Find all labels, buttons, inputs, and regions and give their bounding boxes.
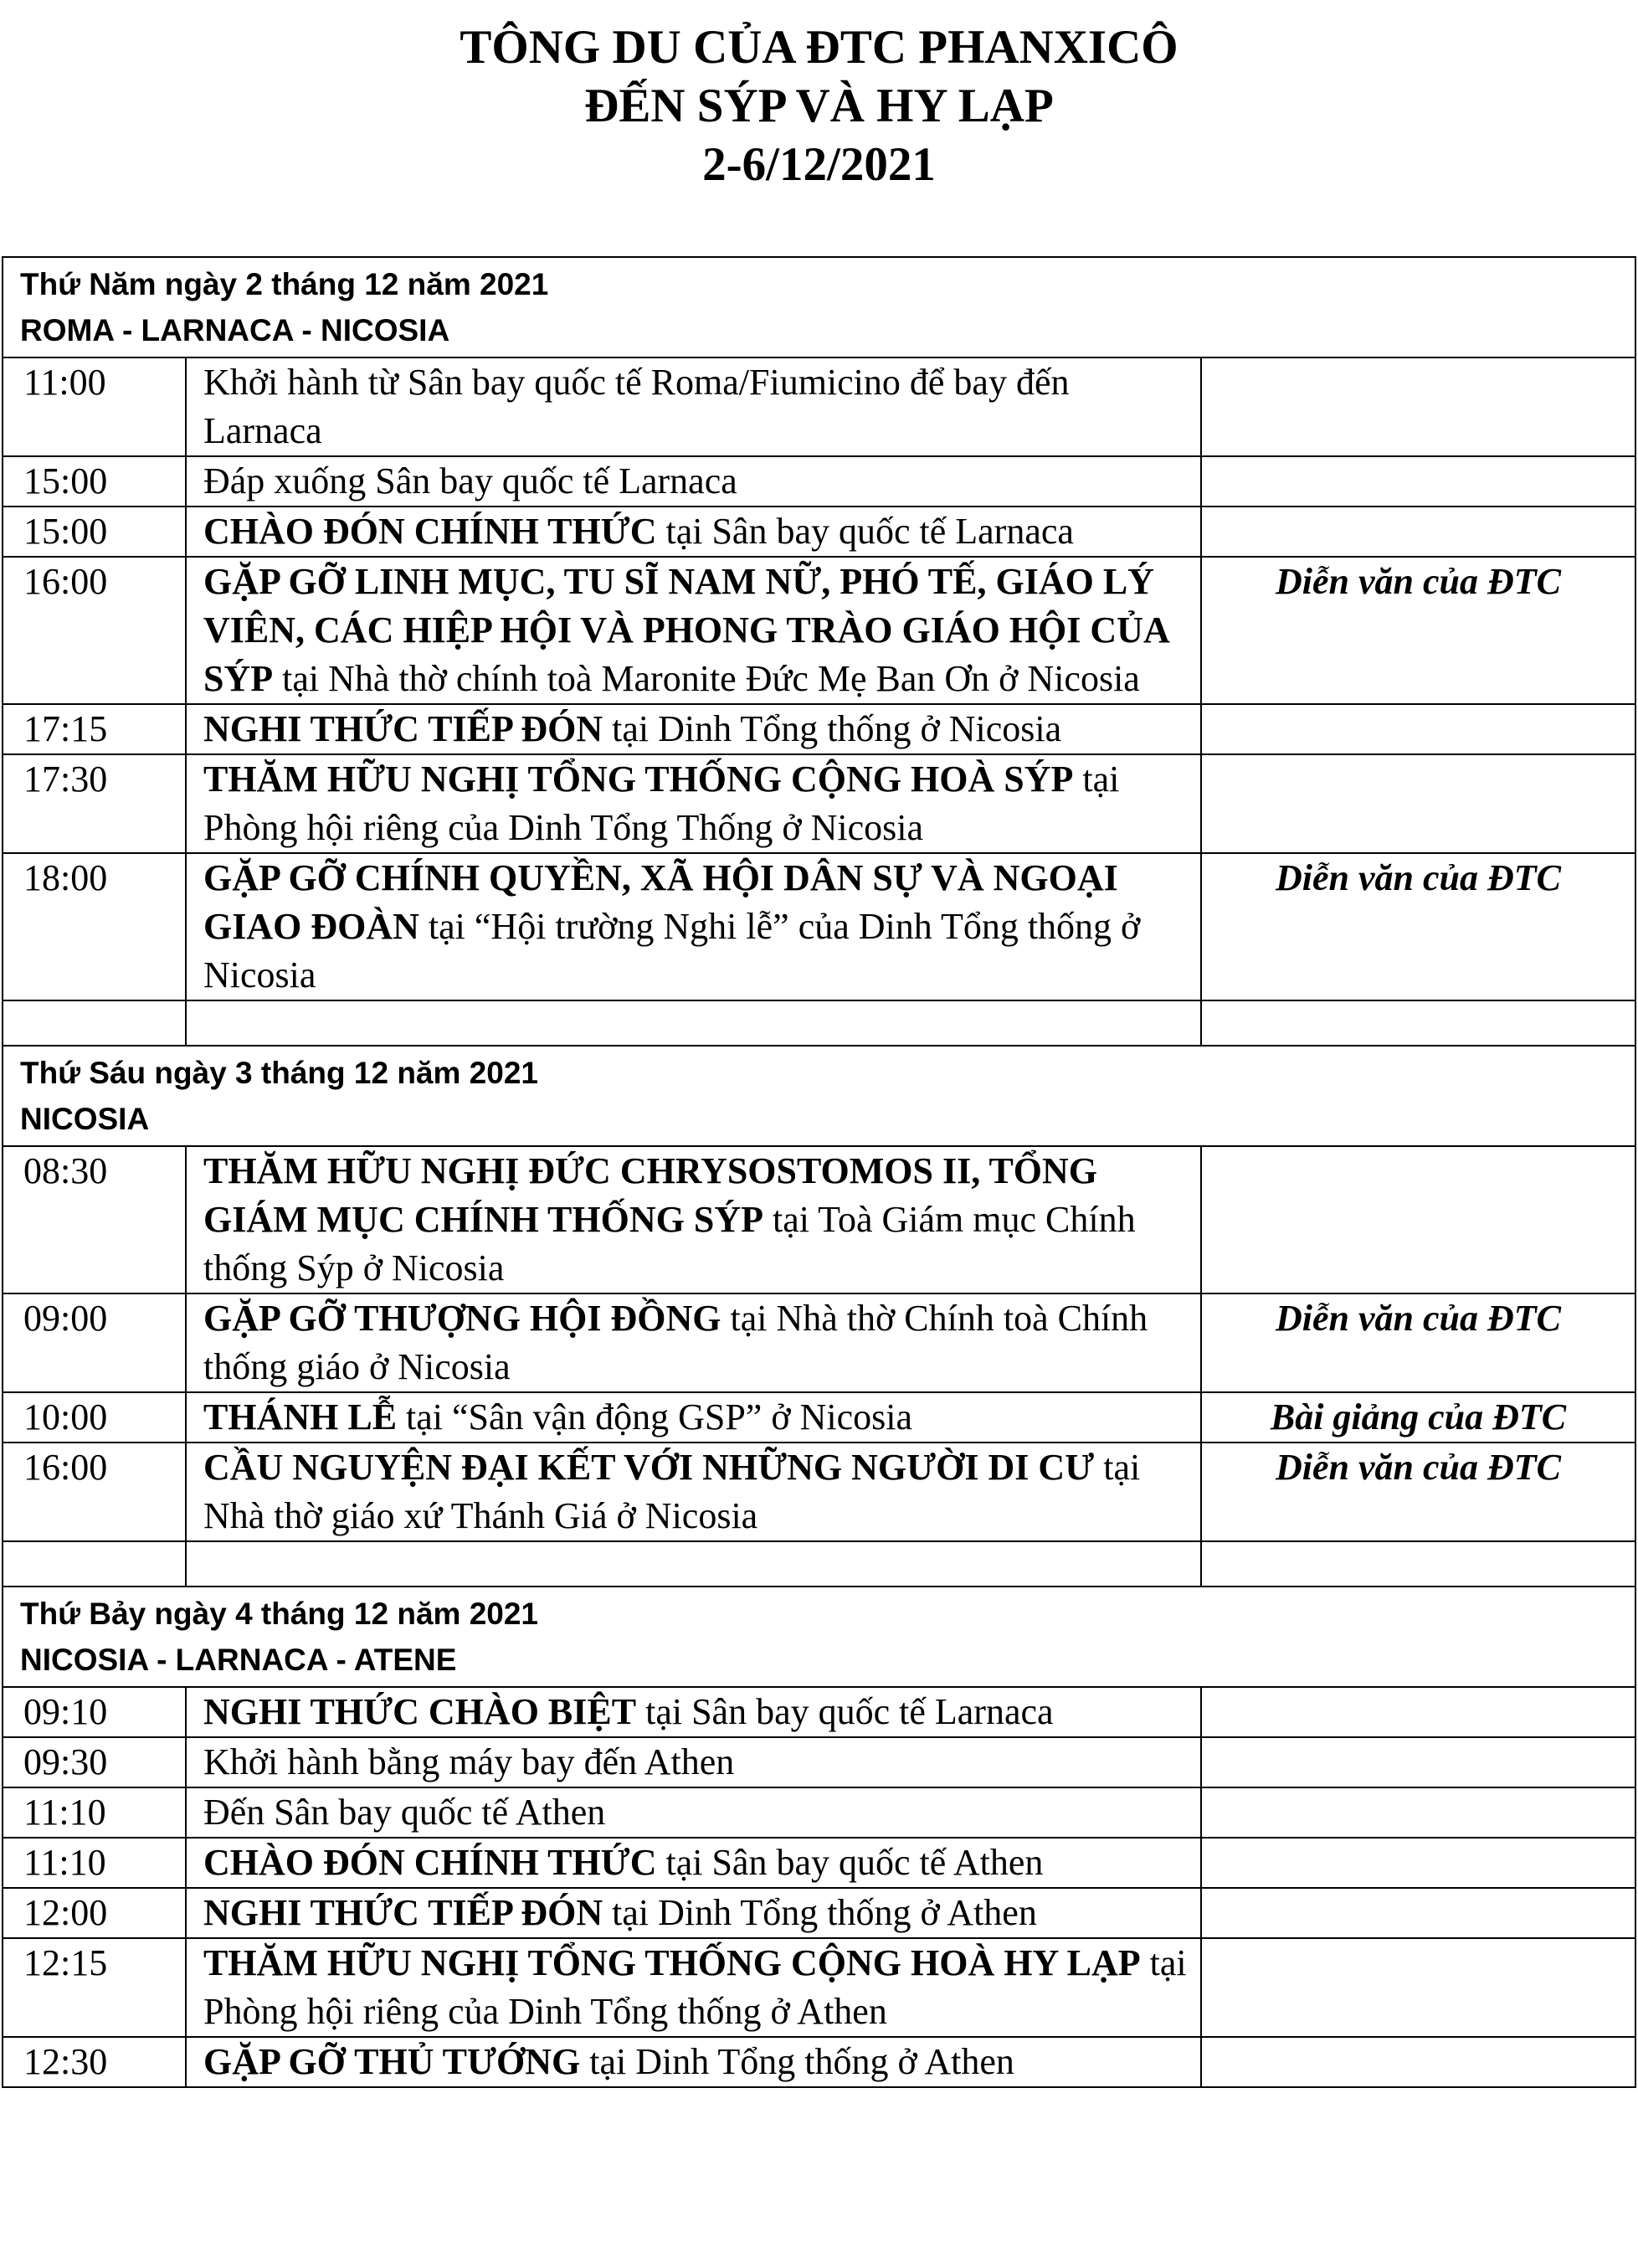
event-row bbox=[3, 1838, 1635, 1888]
event-time: 09:00 bbox=[3, 1293, 186, 1392]
day-header-cell bbox=[3, 257, 1635, 357]
event-row bbox=[3, 456, 1635, 507]
event-time: 11:00 bbox=[3, 357, 186, 456]
event-description bbox=[186, 1888, 1201, 1938]
event-description bbox=[186, 1392, 1201, 1443]
event-note bbox=[1201, 507, 1635, 557]
event-time: 12:30 bbox=[3, 2037, 186, 2087]
event-title: NGHI THỨC CHÀO BIỆT bbox=[203, 1691, 637, 1732]
event-title: THĂM HỮU NGHỊ ĐỨC CHRYSOSTOMOS II, TỔNG GIÁM MỤC CHÍNH THỐNG SÝP bbox=[203, 1150, 1098, 1240]
day-date: Thứ Năm ngày 2 tháng 12 năm 2021 bbox=[20, 267, 549, 301]
event-note: Diễn văn của ĐTC bbox=[1201, 1443, 1635, 1541]
event-row bbox=[3, 1737, 1635, 1787]
event-time: 16:00 bbox=[3, 557, 186, 704]
event-title: GẶP GỠ LINH MỤC, TU SĨ NAM NỮ, PHÓ TẾ, GIÁO LÝ VIÊN, CÁC HIỆP HỘI VÀ PHONG TRÀO GIÁO HỘI CỦA SÝP bbox=[203, 561, 1168, 699]
event-note bbox=[1201, 1838, 1635, 1888]
event-row bbox=[3, 1787, 1635, 1838]
event-row bbox=[3, 704, 1635, 754]
event-location: tại Dinh Tổng thống ở Athen bbox=[603, 1892, 1037, 1933]
event-title: NGHI THỨC TIẾP ĐÓN bbox=[203, 1892, 603, 1933]
event-time: 15:00 bbox=[3, 507, 186, 557]
event-title: THÁNH LỄ bbox=[203, 1396, 398, 1437]
event-note bbox=[1201, 754, 1635, 853]
event-location: tại Toà Giám mục Chính thống Sýp ở Nicosia bbox=[203, 1199, 1136, 1288]
spacer-row bbox=[3, 1541, 1635, 1587]
event-note: Diễn văn của ĐTC bbox=[1201, 853, 1635, 1000]
day-header-cell bbox=[3, 1587, 1635, 1687]
event-time: 16:00 bbox=[3, 1443, 186, 1541]
event-note bbox=[1201, 1687, 1635, 1737]
schedule-table bbox=[2, 256, 1636, 2088]
event-time: 11:10 bbox=[3, 1838, 186, 1888]
event-description bbox=[186, 1443, 1201, 1541]
event-description bbox=[186, 1687, 1201, 1737]
event-description bbox=[186, 357, 1201, 456]
event-location: tại Dinh Tổng thống ở Nicosia bbox=[603, 708, 1062, 749]
event-title: CHÀO ĐÓN CHÍNH THỨC bbox=[203, 1842, 657, 1883]
event-location: Đến Sân bay quốc tế Athen bbox=[203, 1792, 606, 1833]
spacer-cell bbox=[1201, 1000, 1635, 1046]
event-note bbox=[1201, 1787, 1635, 1838]
event-location: tại Sân bay quốc tế Larnaca bbox=[636, 1691, 1054, 1732]
event-location: Khởi hành từ Sân bay quốc tế Roma/Fiumicino để bay đến Larnaca bbox=[203, 362, 1070, 451]
event-location: tại Phòng hội riêng của Dinh Tổng Thống ở Nicosia bbox=[203, 759, 1120, 848]
title-line-3: 2-6/12/2021 bbox=[702, 138, 936, 191]
day-header bbox=[3, 1046, 1635, 1146]
event-title: THĂM HỮU NGHỊ TỔNG THỐNG CỘNG HOÀ HY LẠP bbox=[203, 1942, 1141, 1983]
title-line-1: TÔNG DU CỦA ĐTC PHANXICÔ bbox=[460, 21, 1178, 74]
event-location: Đáp xuống Sân bay quốc tế Larnaca bbox=[203, 460, 737, 501]
event-description bbox=[186, 456, 1201, 507]
event-row bbox=[3, 557, 1635, 704]
event-row bbox=[3, 1293, 1635, 1392]
spacer-cell bbox=[3, 1000, 186, 1046]
event-title: GẶP GỠ THƯỢNG HỘI ĐỒNG bbox=[203, 1298, 721, 1339]
event-location: tại Dinh Tổng thống ở Athen bbox=[580, 2041, 1014, 2082]
event-note bbox=[1201, 2037, 1635, 2087]
event-title: NGHI THỨC TIẾP ĐÓN bbox=[203, 708, 603, 749]
event-location: tại Nhà thờ giáo xứ Thánh Giá ở Nicosia bbox=[203, 1447, 1141, 1536]
day-date: Thứ Bảy ngày 4 tháng 12 năm 2021 bbox=[20, 1597, 539, 1631]
event-location: tại Sân bay quốc tế Athen bbox=[656, 1842, 1044, 1883]
event-title: CHÀO ĐÓN CHÍNH THỨC bbox=[203, 511, 657, 552]
event-location: tại Sân bay quốc tế Larnaca bbox=[656, 511, 1074, 552]
event-time: 12:00 bbox=[3, 1888, 186, 1938]
event-description bbox=[186, 1938, 1201, 2037]
day-route: NICOSIA bbox=[20, 1102, 150, 1136]
event-row bbox=[3, 1392, 1635, 1443]
spacer-cell bbox=[186, 1000, 1201, 1046]
event-row bbox=[3, 2037, 1635, 2087]
event-description bbox=[186, 557, 1201, 704]
event-note bbox=[1201, 1737, 1635, 1787]
event-time: 15:00 bbox=[3, 456, 186, 507]
event-title: THĂM HỮU NGHỊ TỔNG THỐNG CỘNG HOÀ SÝP bbox=[203, 759, 1074, 800]
event-note: Diễn văn của ĐTC bbox=[1201, 1293, 1635, 1392]
spacer-cell bbox=[1201, 1541, 1635, 1587]
event-title: GẶP GỠ CHÍNH QUYỀN, XÃ HỘI DÂN SỰ VÀ NGOẠI GIAO ĐOÀN bbox=[203, 857, 1118, 947]
event-row bbox=[3, 853, 1635, 1000]
schedule-body bbox=[3, 257, 1635, 2087]
event-title: GẶP GỠ THỦ TƯỚNG bbox=[203, 2041, 581, 2082]
event-time: 17:15 bbox=[3, 704, 186, 754]
event-description bbox=[186, 1787, 1201, 1838]
event-note bbox=[1201, 1146, 1635, 1293]
title-line-2: ĐẾN SÝP VÀ HY LẠP bbox=[584, 80, 1054, 132]
event-location: tại “Sân vận động GSP” ở Nicosia bbox=[397, 1396, 913, 1437]
event-row bbox=[3, 1938, 1635, 2037]
event-row bbox=[3, 1443, 1635, 1541]
event-location: tại Nhà thờ chính toà Maronite Đức Mẹ Ban Ơn ở Nicosia bbox=[273, 658, 1140, 699]
event-time: 11:10 bbox=[3, 1787, 186, 1838]
spacer-row bbox=[3, 1000, 1635, 1046]
event-note bbox=[1201, 456, 1635, 507]
event-note bbox=[1201, 357, 1635, 456]
event-time: 09:30 bbox=[3, 1737, 186, 1787]
event-location: tại “Hội trường Nghi lễ” của Dinh Tổng thống ở Nicosia bbox=[203, 906, 1141, 995]
event-location: Khởi hành bằng máy bay đến Athen bbox=[203, 1741, 735, 1782]
event-description bbox=[186, 2037, 1201, 2087]
event-title: CẦU NGUYỆN ĐẠI KẾT VỚI NHỮNG NGƯỜI DI CƯ bbox=[203, 1447, 1095, 1488]
event-time: 12:15 bbox=[3, 1938, 186, 2037]
event-row bbox=[3, 1146, 1635, 1293]
event-note bbox=[1201, 1888, 1635, 1938]
event-time: 18:00 bbox=[3, 853, 186, 1000]
event-description bbox=[186, 1293, 1201, 1392]
event-row bbox=[3, 507, 1635, 557]
event-time: 09:10 bbox=[3, 1687, 186, 1737]
event-row bbox=[3, 1888, 1635, 1938]
event-row bbox=[3, 357, 1635, 456]
event-note: Bài giảng của ĐTC bbox=[1201, 1392, 1635, 1443]
event-row bbox=[3, 754, 1635, 853]
event-description bbox=[186, 1737, 1201, 1787]
event-description bbox=[186, 754, 1201, 853]
event-note bbox=[1201, 704, 1635, 754]
day-date: Thứ Sáu ngày 3 tháng 12 năm 2021 bbox=[20, 1056, 538, 1090]
event-note bbox=[1201, 1938, 1635, 2037]
event-location: tại Phòng hội riêng của Dinh Tổng thống ở Athen bbox=[203, 1942, 1187, 2032]
event-location: tại Nhà thờ Chính toà Chính thống giáo ở Nicosia bbox=[203, 1298, 1148, 1387]
day-header bbox=[3, 257, 1635, 357]
event-note: Diễn văn của ĐTC bbox=[1201, 557, 1635, 704]
day-route: NICOSIA - LARNACA - ATENE bbox=[20, 1643, 457, 1677]
event-description bbox=[186, 704, 1201, 754]
event-row bbox=[3, 1687, 1635, 1737]
event-description bbox=[186, 507, 1201, 557]
day-header-cell bbox=[3, 1046, 1635, 1146]
spacer-cell bbox=[186, 1541, 1201, 1587]
spacer-cell bbox=[3, 1541, 186, 1587]
event-time: 17:30 bbox=[3, 754, 186, 853]
day-route: ROMA - LARNACA - NICOSIA bbox=[20, 313, 450, 347]
day-header bbox=[3, 1587, 1635, 1687]
event-description bbox=[186, 853, 1201, 1000]
event-time: 10:00 bbox=[3, 1392, 186, 1443]
event-time: 08:30 bbox=[3, 1146, 186, 1293]
event-description bbox=[186, 1838, 1201, 1888]
document-title bbox=[0, 18, 1638, 194]
event-description bbox=[186, 1146, 1201, 1293]
